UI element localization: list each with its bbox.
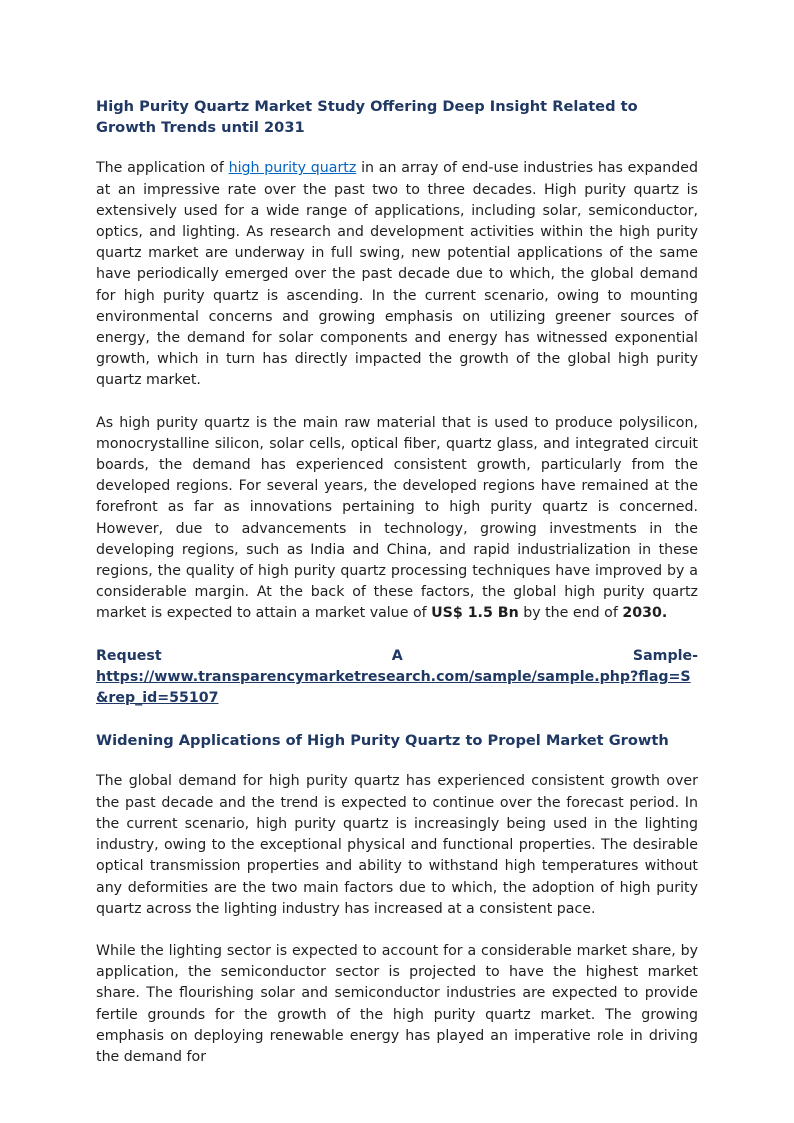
document-page bbox=[96, 96, 698, 1089]
paragraph-1 bbox=[96, 158, 698, 391]
market-value: US$ 1.5 Bn bbox=[431, 605, 519, 622]
optical-fiber-term: optical fiber bbox=[350, 435, 437, 452]
paragraph-2-text-b: , quartz glass, and integrated circuit boards, the demand has experienced consistent growth, particularly from the developed regions. For several years, the developed regions have remained at the forefront as far as innovations pertaining to high purity quartz is concerned. However, due to advancements in technology, growing investments in the developing regions, such as India and China, and rapid industrialization in these regions, the quality of high purity quartz processing techniques have improved by a considerable margin. At the back of these factors, the global high purity quartz market is expected to attain a market value of bbox=[96, 435, 698, 622]
sample-request-link[interactable]: https://www.transparencymarketresearch.com/sample/sample.php?flag=S&rep_id=55107 bbox=[96, 668, 691, 707]
paragraph-3: The global demand for high purity quartz has experienced consistent growth over the past decade and the trend is expected to continue over the forecast period. In the current scenario, high purity quartz is increasingly being used in the lighting industry, owing to the exceptional physical and functional properties. The desirable optical transmission properties and ability to withstand high temperatures without any deformities are the two main factors due to which, the adoption of high purity quartz across the lighting industry has increased at a consistent pace. bbox=[96, 773, 698, 917]
section-heading: Widening Applications of High Purity Quartz to Propel Market Growth bbox=[96, 732, 669, 750]
paragraph-1-text-end: in an array of end-use industries has expanded at an impressive rate over the past two to three decades. High purity quartz is extensively used for a wide range of applications, including solar, semiconductor, optics, and lighting. As research and development activities within the high purity quartz market are underway in full swing, new potential applications of the same have periodically emerged over the past decade due to which, the global demand for high purity quartz is ascending. In the current scenario, owing to mounting environmental concerns and growing emphasis on utilizing greener sources of energy, the demand for solar components and energy has witnessed exponential growth, which in turn has directly impacted the growth of the global high purity quartz market. bbox=[96, 160, 698, 389]
paragraph-2-text-c: by the end of bbox=[518, 605, 623, 622]
paragraph-2-text-a: As high purity quartz is the main raw material that is used to produce polysilicon, monocrystalline silicon, solar cells, bbox=[96, 414, 698, 452]
document-title: High Purity Quartz Market Study Offering Deep Insight Related to Growth Trends until 2031 bbox=[96, 98, 638, 137]
target-year: 2030. bbox=[622, 605, 668, 622]
request-word: Request bbox=[96, 647, 162, 664]
high-purity-quartz-link[interactable]: high purity quartz bbox=[228, 160, 357, 177]
sample-word: Sample- bbox=[632, 647, 698, 664]
request-sample-block bbox=[96, 646, 698, 710]
a-word: A bbox=[391, 647, 403, 664]
paragraph-4: While the lighting sector is expected to account for a considerable market share, by application, the semiconductor sector is projected to have the highest market share. The flourishing solar and semiconductor industries are expected to provide fertile grounds for the growth of the high purity quartz market. The growing emphasis on deploying renewable energy has played an imperative role in driving the demand for bbox=[96, 942, 698, 1065]
paragraph-2 bbox=[96, 413, 698, 625]
request-sample-label bbox=[96, 646, 698, 667]
paragraph-1-text-start: The application of bbox=[96, 160, 229, 177]
